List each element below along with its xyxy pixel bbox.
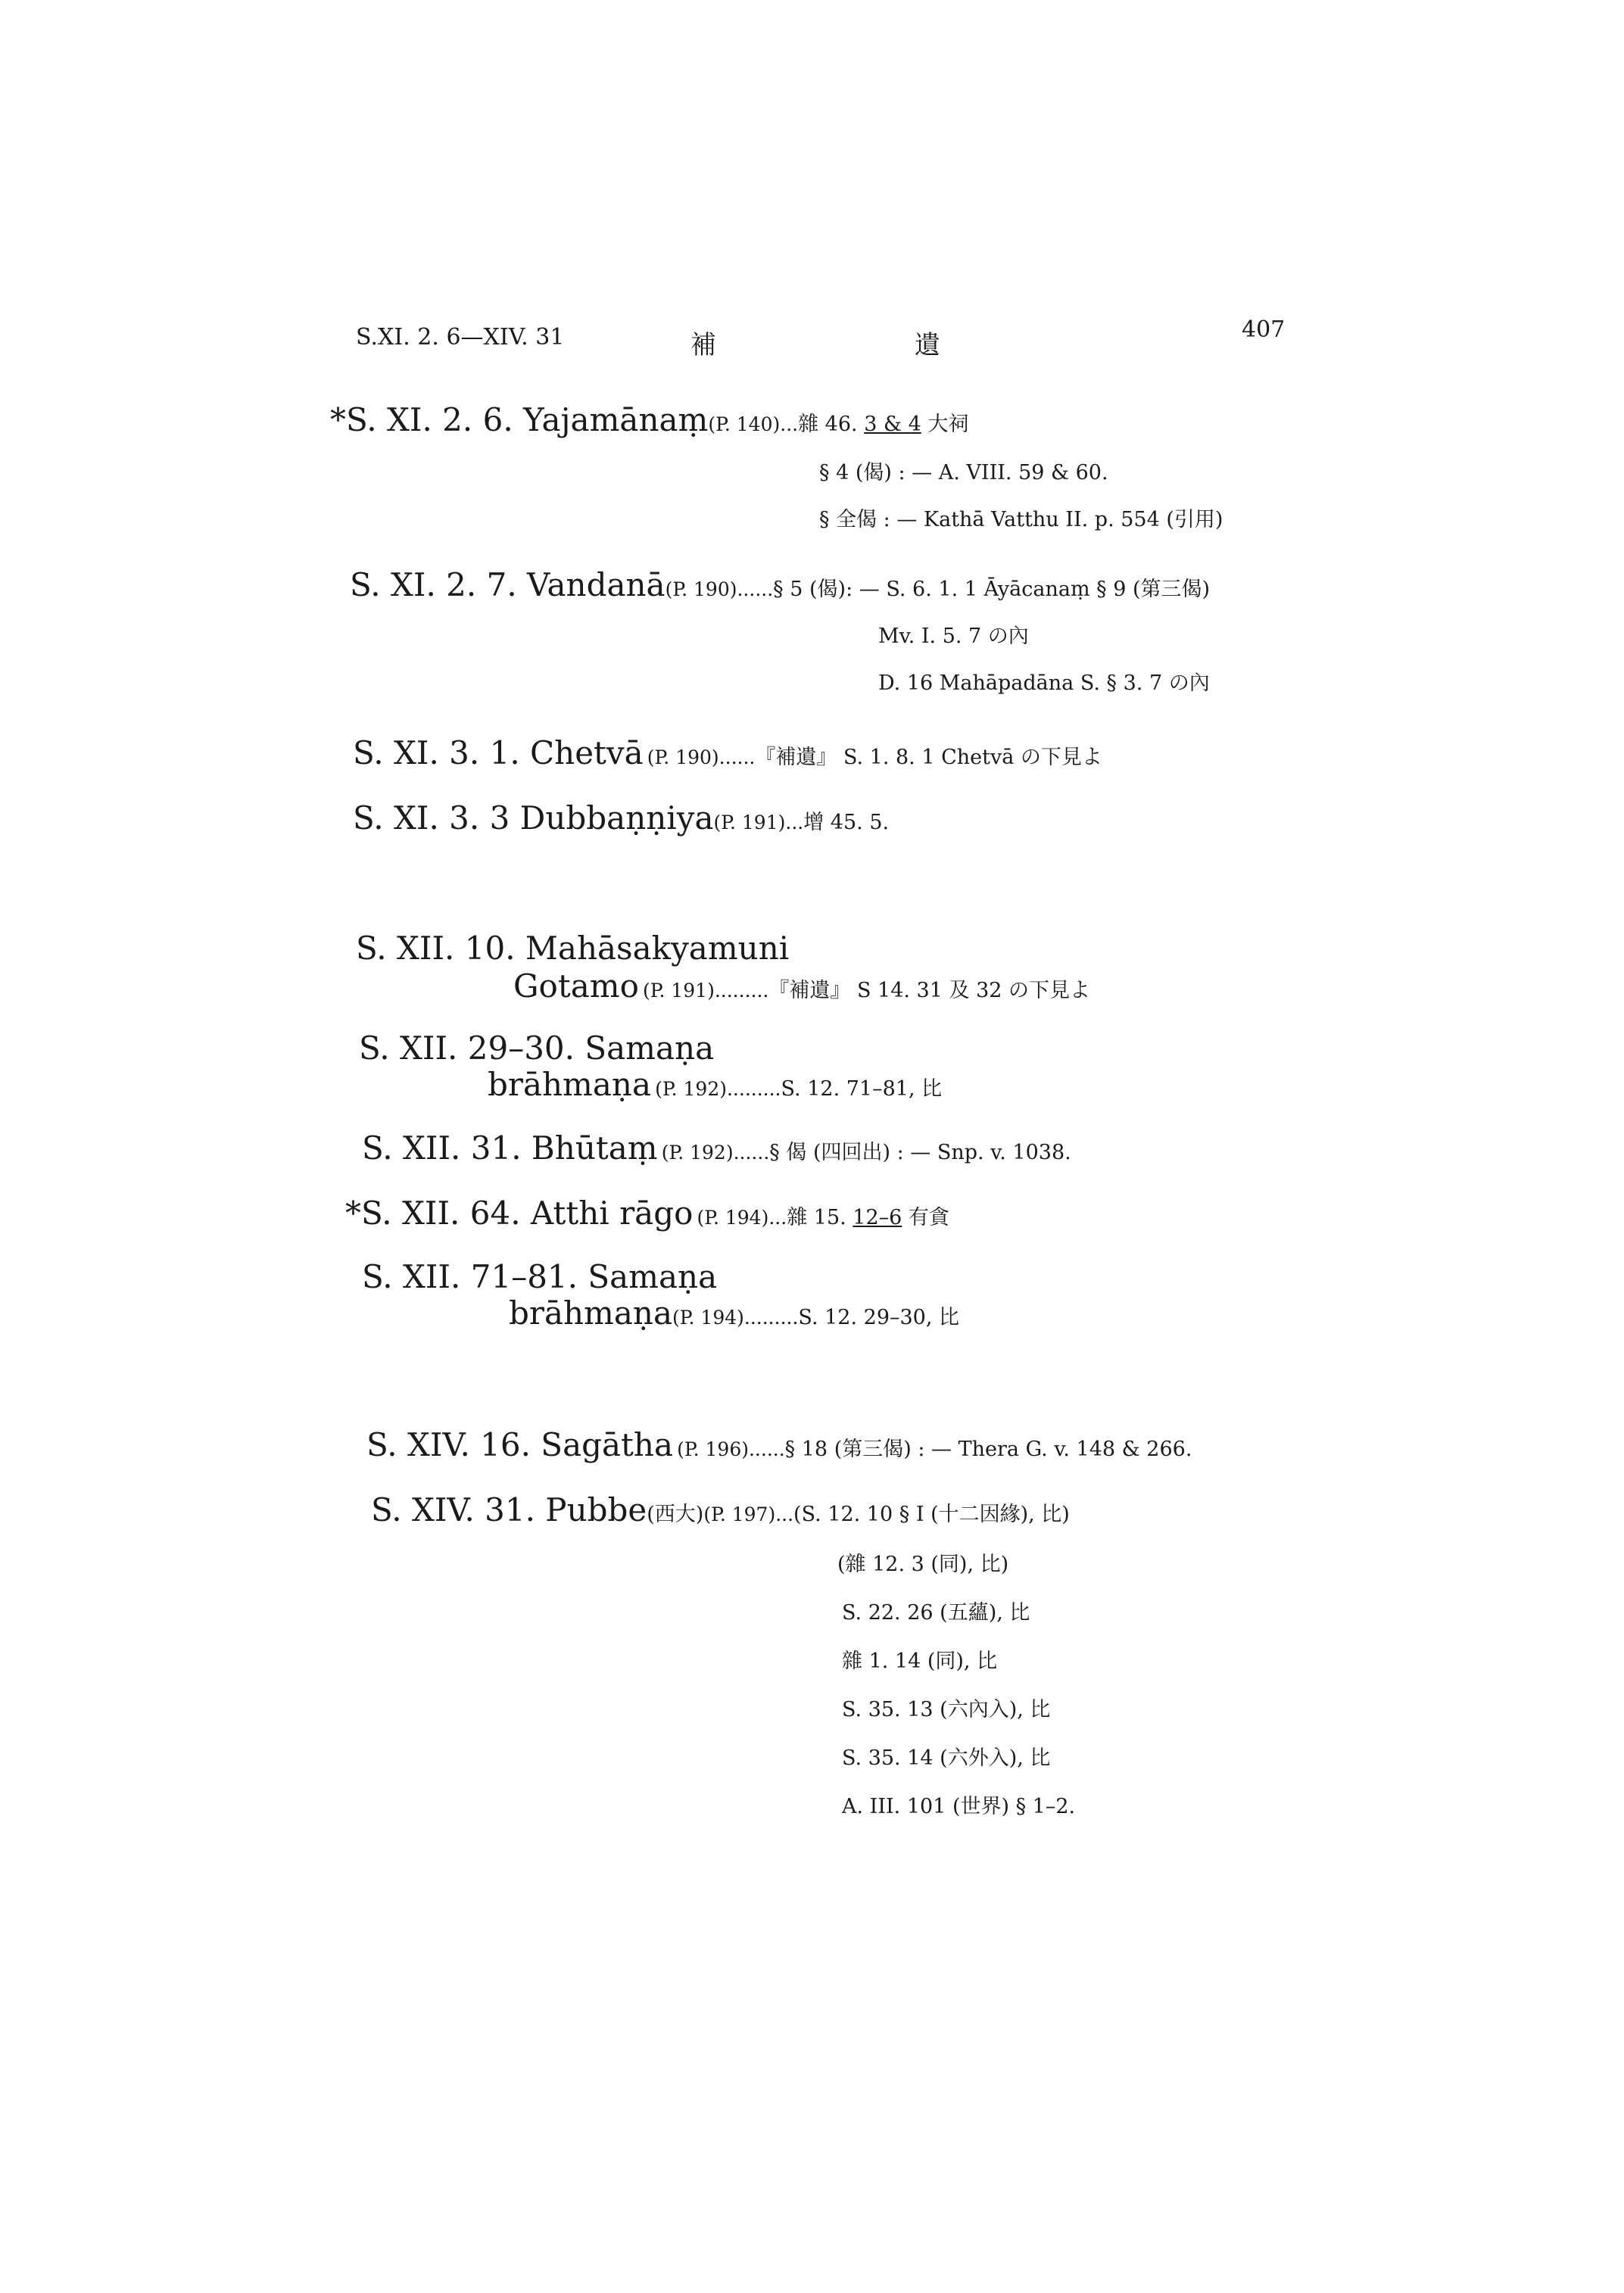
running-head-range: S.XI. 2. 6—XIV. 31 bbox=[356, 324, 565, 350]
entry-subreference: S. 35. 14 (六外入), 比 bbox=[842, 1746, 1051, 1770]
entry-title: S. XI. 2. 7. Vandanā bbox=[350, 566, 665, 603]
entry-page-ref: (P. 194) bbox=[697, 1207, 769, 1229]
entry-subreference: Mv. I. 5. 7 の內 bbox=[878, 625, 1029, 648]
entry-title: S. XII. 64. Atthi rāgo bbox=[361, 1195, 694, 1232]
entry-sagatha bbox=[366, 1426, 1192, 1463]
entry-chetva bbox=[353, 734, 1102, 771]
entry-title-continued: brāhmaṇa bbox=[509, 1294, 673, 1332]
entry-reference: 『補遺』 S 14. 31 及 32 の下見よ bbox=[768, 979, 1091, 1002]
entry-page-ref: (P. 192) bbox=[655, 1078, 727, 1100]
entry-page-ref: (P. 190) bbox=[647, 746, 719, 768]
leader-dots: ... bbox=[785, 812, 804, 833]
leader-dots: ......... bbox=[726, 1078, 781, 1100]
entry-subreference: S. 35. 13 (六內入), 比 bbox=[842, 1698, 1051, 1721]
entry-title: S. XII. 71–81. Samaṇa bbox=[362, 1258, 718, 1295]
entry-title-continued: brāhmaṇa bbox=[488, 1066, 652, 1103]
entry-samana-29-30 bbox=[488, 1066, 942, 1103]
entry-subreference: § 全偈 : — Kathā Vatthu II. p. 554 (引用) bbox=[819, 508, 1223, 531]
leader-dots: ...... bbox=[718, 746, 756, 768]
entry-title-note: (西大) bbox=[647, 1503, 704, 1526]
entry-reference-underlined: 3 & 4 bbox=[864, 413, 921, 436]
entry-page-ref: (P. 191) bbox=[713, 812, 786, 833]
page-number: 407 bbox=[1242, 316, 1286, 343]
entry-reference: S. 12. 29–30, 比 bbox=[798, 1306, 960, 1329]
entry-reference: 增 45. 5. bbox=[803, 811, 890, 834]
entry-reference-tail: 有貪 bbox=[902, 1206, 949, 1229]
leader-dots: ......... bbox=[714, 980, 769, 1002]
entry-yajamanam bbox=[330, 401, 968, 438]
entry-title: S. XI. 3. 1. Chetvā bbox=[353, 734, 644, 771]
leader-dots: ... bbox=[775, 1503, 794, 1525]
leader-dots: ...... bbox=[737, 578, 774, 600]
entry-pubbe bbox=[371, 1491, 1070, 1528]
entry-atthi-rago bbox=[345, 1195, 949, 1232]
entry-title: S. XI. 3. 3 Dubbaṇṇiya bbox=[353, 799, 714, 837]
entry-title: S. XII. 31. Bhūtaṃ bbox=[362, 1129, 658, 1167]
entry-samana-71-81 bbox=[509, 1294, 959, 1332]
entry-bhutam bbox=[362, 1129, 1071, 1167]
entry-marker: * bbox=[330, 401, 346, 438]
entry-reference: 『補遺』 S. 1. 8. 1 Chetvā の下見よ bbox=[755, 746, 1102, 769]
entry-mahasakyamuni bbox=[513, 967, 1090, 1005]
running-head-title-right: 遺 bbox=[915, 330, 940, 360]
entry-reference: (S. 12. 10 § I (十二因緣), 比) bbox=[793, 1503, 1070, 1526]
entry-page-ref: (P. 196) bbox=[677, 1438, 749, 1460]
entry-subreference: S. 22. 26 (五蘊), 比 bbox=[842, 1601, 1030, 1625]
entry-page-ref: (P. 140) bbox=[708, 413, 781, 435]
entry-title-continued: Gotamo bbox=[513, 967, 639, 1005]
entry-title: S. XIV. 31. Pubbe bbox=[371, 1491, 647, 1528]
entry-page-ref: (P. 194) bbox=[672, 1307, 744, 1329]
leader-dots: ... bbox=[768, 1207, 787, 1229]
entry-reference: § 偈 (四回出) : — Snp. v. 1038. bbox=[769, 1141, 1071, 1164]
entry-reference: 雜 15. bbox=[787, 1206, 853, 1229]
entry-page-ref: (P. 191) bbox=[642, 980, 715, 1002]
entry-subreference: A. III. 101 (世界) § 1–2. bbox=[842, 1795, 1076, 1818]
entry-page-ref: (P. 197) bbox=[703, 1503, 776, 1525]
entry-reference: § 5 (偈): — S. 6. 1. 1 Āyācanaṃ § 9 (第三偈) bbox=[773, 578, 1211, 601]
entry-dubbanniya bbox=[353, 799, 889, 837]
leader-dots: ...... bbox=[748, 1438, 785, 1460]
entry-reference-underlined: 12–6 bbox=[853, 1206, 902, 1229]
entry-marker: * bbox=[345, 1195, 361, 1232]
entry-title: S. XII. 29–30. Samaṇa bbox=[359, 1030, 715, 1067]
running-head-title-left: 補 bbox=[690, 330, 716, 360]
entry-subreference: 雜 1. 14 (同), 比 bbox=[842, 1650, 998, 1673]
entry-title: S. XIV. 16. Sagātha bbox=[366, 1426, 674, 1463]
entry-page-ref: (P. 190) bbox=[665, 578, 737, 600]
leader-dots: ...... bbox=[733, 1142, 770, 1164]
entry-subreference: § 4 (偈) : — A. VIII. 59 & 60. bbox=[819, 461, 1108, 484]
leader-dots: ... bbox=[780, 413, 799, 435]
entry-subreference: (雜 12. 3 (同), 比) bbox=[837, 1553, 1009, 1576]
leader-dots: ......... bbox=[743, 1307, 799, 1329]
entry-title: S. XI. 2. 6. Yajamānaṃ bbox=[346, 401, 709, 438]
entry-vandana bbox=[350, 566, 1210, 603]
entry-page-ref: (P. 192) bbox=[661, 1142, 734, 1164]
entry-reference-tail: 大祠 bbox=[921, 413, 969, 436]
entry-reference: § 18 (第三偈) : — Thera G. v. 148 & 266. bbox=[784, 1438, 1192, 1461]
entry-title: S. XII. 10. Mahāsakyamuni bbox=[356, 930, 790, 967]
entry-reference: S. 12. 71–81, 比 bbox=[781, 1077, 943, 1101]
entry-reference: 雜 46. bbox=[798, 413, 865, 436]
entry-subreference: D. 16 Mahāpadāna S. § 3. 7 の內 bbox=[878, 671, 1210, 695]
